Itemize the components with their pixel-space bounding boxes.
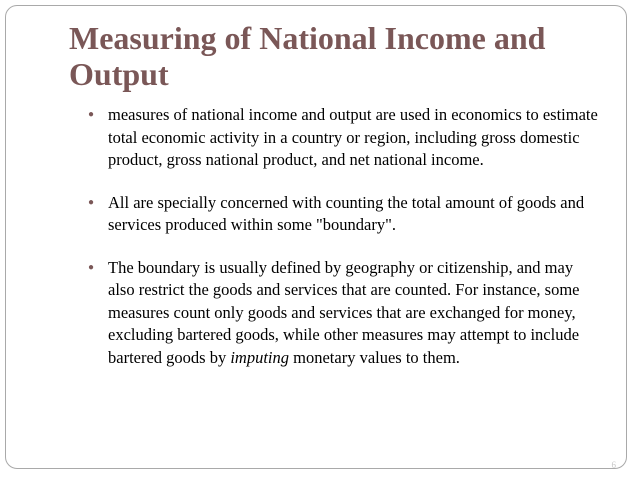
bullet-list (88, 104, 600, 369)
bullet-item (88, 192, 600, 237)
bullet-text: measures of national income and output are used in economics to estimate total economic activity in a country or region, including gross domestic product, gross national product, and net national income. (108, 105, 598, 169)
emphasized-term: imputing (230, 347, 290, 367)
bullet-item (88, 257, 600, 370)
slide-number: 6 (611, 460, 616, 470)
bullet-dot-icon: ● (88, 261, 95, 273)
bullet-text: The boundary is usually defined by geography or citizenship, and may also restrict the goods and services that are counted. For instance, some measures count only goods and services that are exchanged for money, excluding bartered goods, while other measures may attempt to include bartered goods by (108, 257, 580, 367)
bullet-text-end: monetary values to them. (289, 347, 460, 367)
slide-title: Measuring of National Income and Output (69, 20, 546, 92)
bullet-dot-icon: ● (88, 109, 95, 120)
bullet-dot-icon: ● (88, 196, 95, 208)
bullet-text: All are specially concerned with counting the total amount of goods and services produced within some "boundary". (108, 192, 585, 234)
bullet-item (88, 104, 600, 172)
